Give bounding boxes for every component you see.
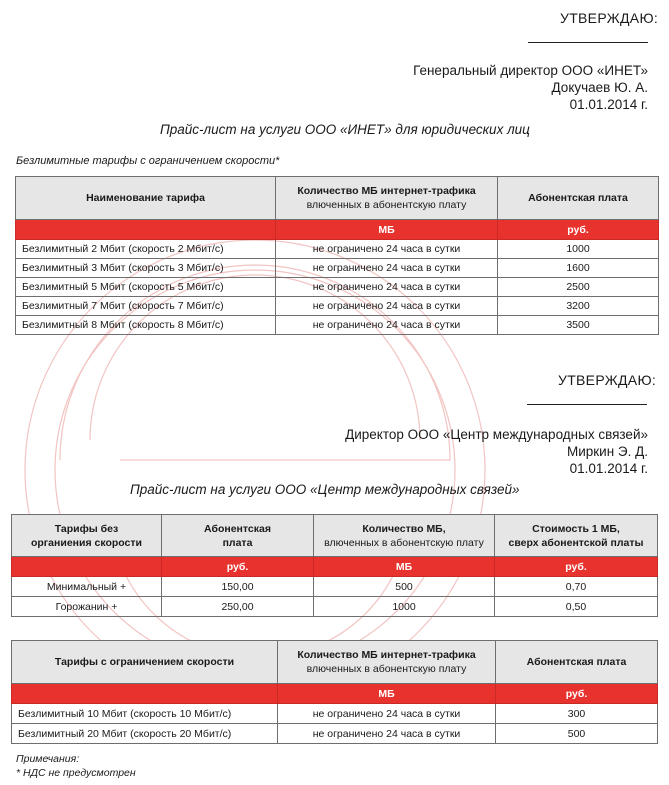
table-row: Горожанин + 250,00 1000 0,50: [12, 597, 658, 617]
tariff-group-subtitle: Безлимитные тарифы с ограничением скорости*: [16, 155, 280, 167]
table-row: Минимальный + 150,00 500 0,70: [12, 577, 658, 597]
approval-stamp-2: УТВЕРЖДАЮ:: [558, 372, 657, 388]
units-row: МБ руб.: [12, 684, 658, 704]
notes-heading: Примечания:: [16, 753, 80, 765]
table-row: Безлимитный 20 Мбит (скорость 20 Мбит/с) не ограничено 24 часа в сутки 500: [12, 724, 658, 744]
units-row: МБ руб.: [16, 220, 659, 240]
header-traffic: Количество МБ интернет-трафика влюченных в абонентскую плату: [278, 641, 496, 684]
table-row: Безлимитный 8 Мбит (скорость 8 Мбит/с) не ограничено 24 часа в сутки 3500: [16, 316, 659, 335]
signatory-position: Директор ООО «Центр международных связей»: [345, 427, 648, 442]
header-fee: Абонентская плата: [496, 641, 658, 684]
header-traffic: Количество МБ, влюченных в абонентскую плату: [314, 515, 495, 557]
header-traffic: Количество МБ интернет-трафика влюченных в абонентскую плату: [276, 177, 498, 220]
approval-stamp-1: УТВЕРЖДАЮ:: [560, 10, 659, 26]
header-fee: Абонентская плата: [498, 177, 659, 220]
header-mb-cost: Стоимость 1 МБ, сверх абонентской платы: [495, 515, 658, 557]
table-row: Безлимитный 5 Мбит (скорость 5 Мбит/с) не ограничено 24 часа в сутки 2500: [16, 278, 659, 297]
signatory-date: 01.01.2014 г.: [569, 97, 648, 112]
tariff-table-cms-a: [11, 514, 658, 617]
price-list-title-1: Прайс-лист на услуги ООО «ИНЕТ» для юридических лиц: [160, 122, 530, 137]
table-row: Безлимитный 10 Мбит (скорость 10 Мбит/с) не ограничено 24 часа в сутки 300: [12, 704, 658, 724]
header-fee: Абонентская плата: [162, 515, 314, 557]
signature-line-2: [527, 404, 647, 405]
header-tariff-limited: Тарифы с ограничением скорости: [12, 641, 278, 684]
note-item: * НДС не предусмотрен: [16, 767, 136, 779]
signature-line-1: [528, 42, 648, 43]
price-list-title-2: Прайс-лист на услуги ООО «Центр международных связей»: [130, 482, 520, 497]
tariff-table-inet: [15, 176, 659, 335]
signatory-position: Генеральный директор ООО «ИНЕТ»: [413, 63, 648, 78]
signatory-block-2: [345, 426, 648, 477]
notes-block: [16, 752, 136, 780]
table-row: Безлимитный 3 Мбит (скорость 3 Мбит/с) не ограничено 24 часа в сутки 1600: [16, 259, 659, 278]
signatory-block-1: [413, 62, 648, 113]
table-row: Безлимитный 2 Мбит (скорость 2 Мбит/с) не ограничено 24 часа в сутки 1000: [16, 240, 659, 259]
table-row: Безлимитный 7 Мбит (скорость 7 Мбит/с) не ограничено 24 часа в сутки 3200: [16, 297, 659, 316]
signatory-date: 01.01.2014 г.: [569, 461, 648, 476]
signatory-name: Докучаев Ю. А.: [551, 80, 648, 95]
signatory-name: Миркин Э. Д.: [566, 444, 648, 459]
tariff-table-cms-b: [11, 640, 658, 744]
units-row: руб. МБ руб.: [12, 557, 658, 577]
header-tariff-name: Наименование тарифа: [16, 177, 276, 220]
header-tariff-unlimited: Тарифы без органиения скорости: [12, 515, 162, 557]
